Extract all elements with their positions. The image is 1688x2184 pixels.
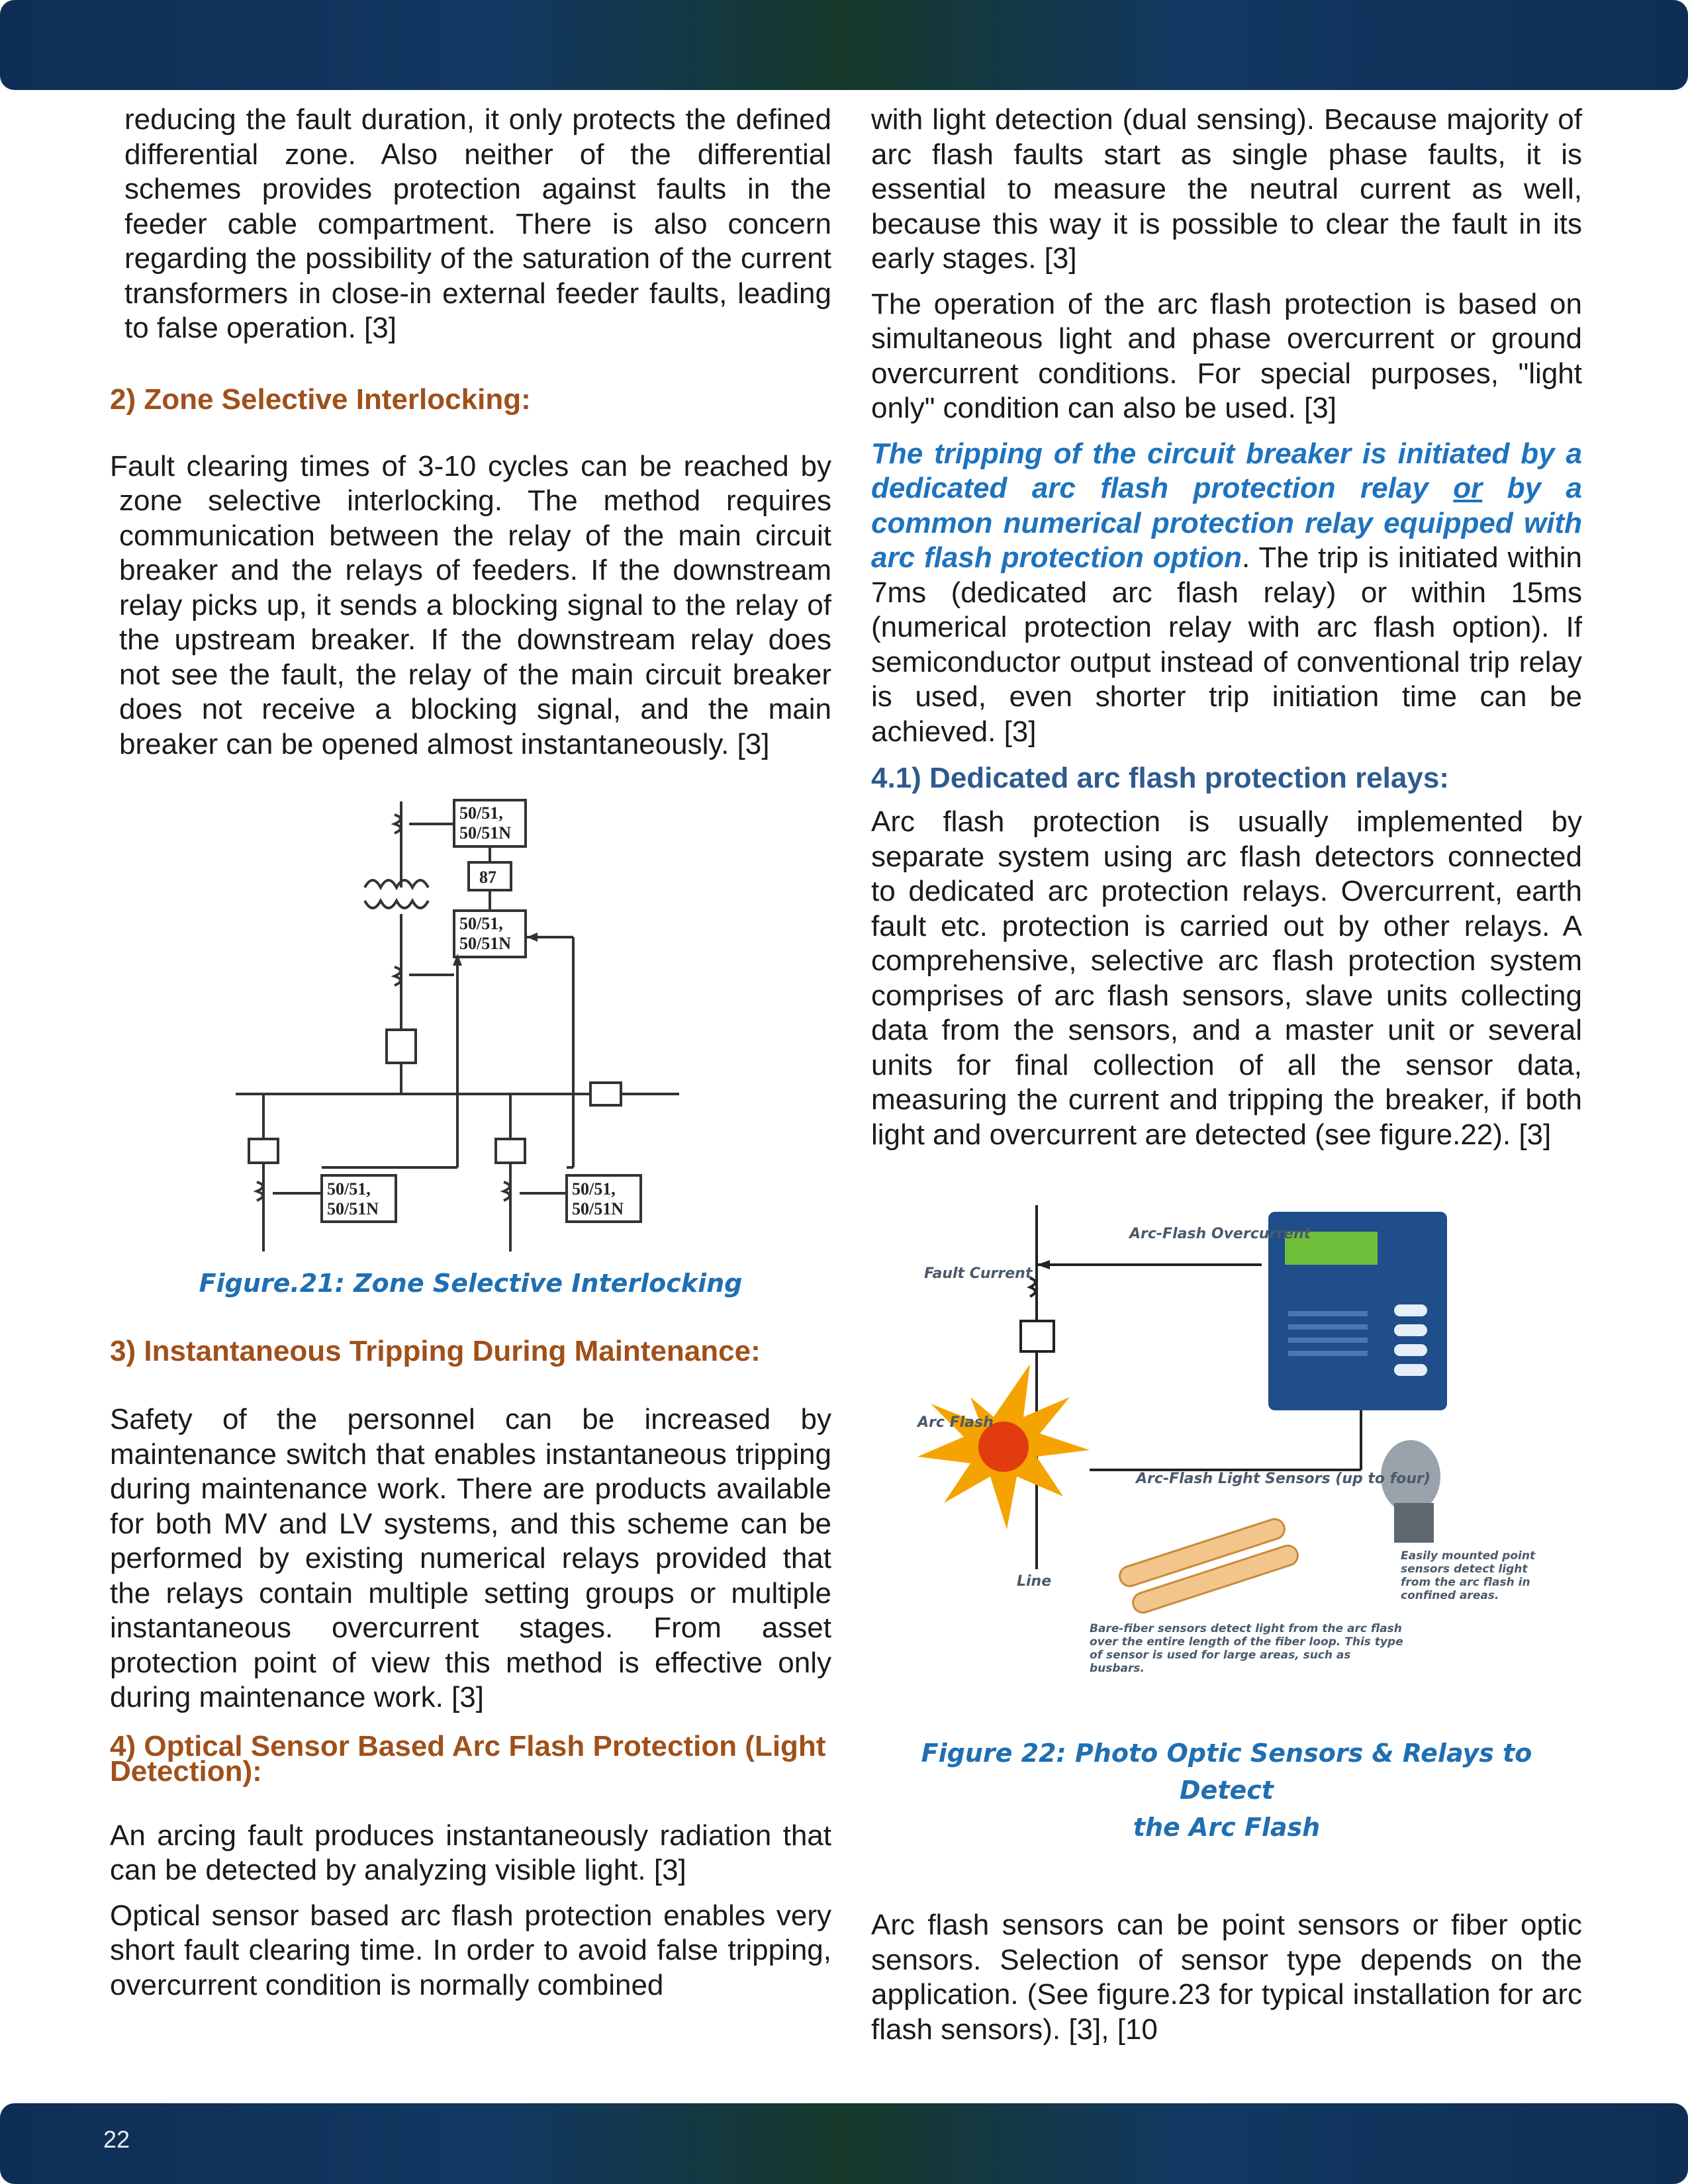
figure-22-caption-line1: Figure 22: Photo Optic Sensors & Relays to Detect [921,1739,1532,1805]
heading-dedicated-relays: 4.1) Dedicated arc flash protection relays: [871,762,1449,794]
paragraph-tripping [871,437,1582,750]
paragraph-arcing-fault: An arcing fault produces instantaneously radiation that can be detected by analyzing visible light. [3] [110,1819,831,1886]
label-arc-flash-overcurrent: Arc-Flash Overcurrent [1129,1226,1311,1242]
relay-label-top-n: 50/51N [459,823,511,842]
paragraph-zsi: Fault clearing times of 3-10 cycles can be reached by zone selective interlocking. The method requires communication between the relay of the main circuit breaker and the relays of feeders. If the downstream relay picks up, it sends a blocking signal to the relay of the upstream breaker. If the downstream relay does not see the fault, the relay of the main circuit breaker does not receive a blocking signal, and the main breaker can be opened almost instantaneously. [3] [110,449,831,760]
zsi-diagram [110,788,831,1265]
paragraph-differential: reducing the fault duration, it only protects the defined differential zone. Also neither of the differential schemes provides protection against faults in the feeder cable compartment. There is also concern regarding the possibility of the saturation of the current transformers in close-in external feeder faults, leading to false operation. [3] [124,103,831,344]
heading-zone-selective-interlocking: 2) Zone Selective Interlocking: [110,383,531,416]
tripping-rest: . The trip is initiated within 7ms (dedicated arc flash relay) or within 15ms (numerical protection relay with arc flash option). If semiconductor output instead of conventional trip relay is used, even shorter trip initiation time can be achieved. [3] [871,541,1583,748]
relay-label-right-n: 50/51N [572,1199,624,1218]
right-column [871,103,1582,2047]
paragraph-dedicated: Arc flash protection is usually implemented by separate system using arc flash detectors connected to dedicated arc protection relays. Overcurrent, earth fault etc. protection is carried out by other relays. A comprehensive, selective arc flash protection system comprises of arc flash sensors, slave units collecting data from the sensors, and a master unit or several units for final collection of all the sensor data, measuring the current and tripping the breaker, if both light and overcurrent are detected (see figure.22). [3] [871,805,1582,1151]
page-number: 22 [103,2126,130,2153]
callout-or: or [1453,472,1483,504]
relay-label-right: 50/51, [572,1179,616,1199]
label-fiber-sensors: Bare-fiber sensors detect light from the arc flash over the entire length of the fiber loop. This type of sensor is used for large areas, such as busbars. [1090,1622,1403,1675]
label-point-sensors: Easily mounted point sensors detect light from the arc flash in confined areas. [1401,1549,1536,1602]
label-fault-current: Fault Current [924,1265,1033,1282]
label-line: Line [1017,1573,1052,1590]
left-column [110,103,831,2003]
arc-flash-illustration [871,1199,1582,1728]
label-light-sensors: Arc-Flash Light Sensors (up to four) [1136,1471,1430,1487]
figure-21-caption: Figure.21: Zone Selective Interlocking [199,1269,743,1298]
relay-label-left-n: 50/51N [327,1199,379,1218]
figure-zone-selective-interlocking [110,788,831,1265]
relay-label-87: 87 [479,868,496,887]
figure-photo-optic-sensors [871,1199,1582,1728]
point-sensor [1381,1440,1440,1543]
heading-instantaneous-tripping: 3) Instantaneous Tripping During Maintenance: [110,1335,761,1367]
callout-text-b: by a common numerical protection relay equipped with arc flash protection option [871,472,1582,574]
paragraph-operation: The operation of the arc flash protection is based on simultaneous light and phase overcurrent or ground overcurrent conditions. For special purposes, "light only" condition can also be used. [3] [871,287,1582,424]
relay-label-mid-n: 50/51N [459,934,511,953]
paragraph-optical-sensor: Optical sensor based arc flash protection enables very short fault clearing time. In order to avoid false tripping, overcurrent condition is normally combined [110,1899,831,2001]
relay-label-top: 50/51, [459,803,503,823]
header-band [0,0,1688,90]
label-arc-flash: Arc Flash [917,1414,994,1431]
figure-22-caption-line2: the Arc Flash [1133,1813,1321,1842]
heading-optical-sensor: 4) Optical Sensor Based Arc Flash Protection (Light Detection): [110,1729,826,1788]
paragraph-dual-sensing: with light detection (dual sensing). Because majority of arc flash faults start as single phase faults, it is essential to measure the neutral current as well, because this way it is possible to clear the fault in its early stages. [3] [871,103,1582,275]
figure-22-caption [871,1735,1582,1846]
paragraph-maintenance: Safety of the personnel can be increased by maintenance switch that enables instantaneous tripping during maintenance work. There are products available for both MV and LV systems, and this scheme can be performed by existing numerical relays provided that the relays contain multiple setting groups or multiple instantaneous overcurrent stages. From asset protection point of view this method is effective only during maintenance work. [3] [110,1403,831,1713]
callout-text-a: The tripping of the circuit breaker is initiated by a dedicated arc flash protection relay [871,437,1582,504]
footer-band [0,2103,1688,2184]
relay-label-mid: 50/51, [459,914,503,933]
paragraph-sensor-types: Arc flash sensors can be point sensors or fiber optic sensors. Selection of sensor type depends on the application. (See figure.23 for typical installation for arc flash sensors). [3], [10 [871,1909,1582,2046]
relay-label-left: 50/51, [327,1179,371,1199]
